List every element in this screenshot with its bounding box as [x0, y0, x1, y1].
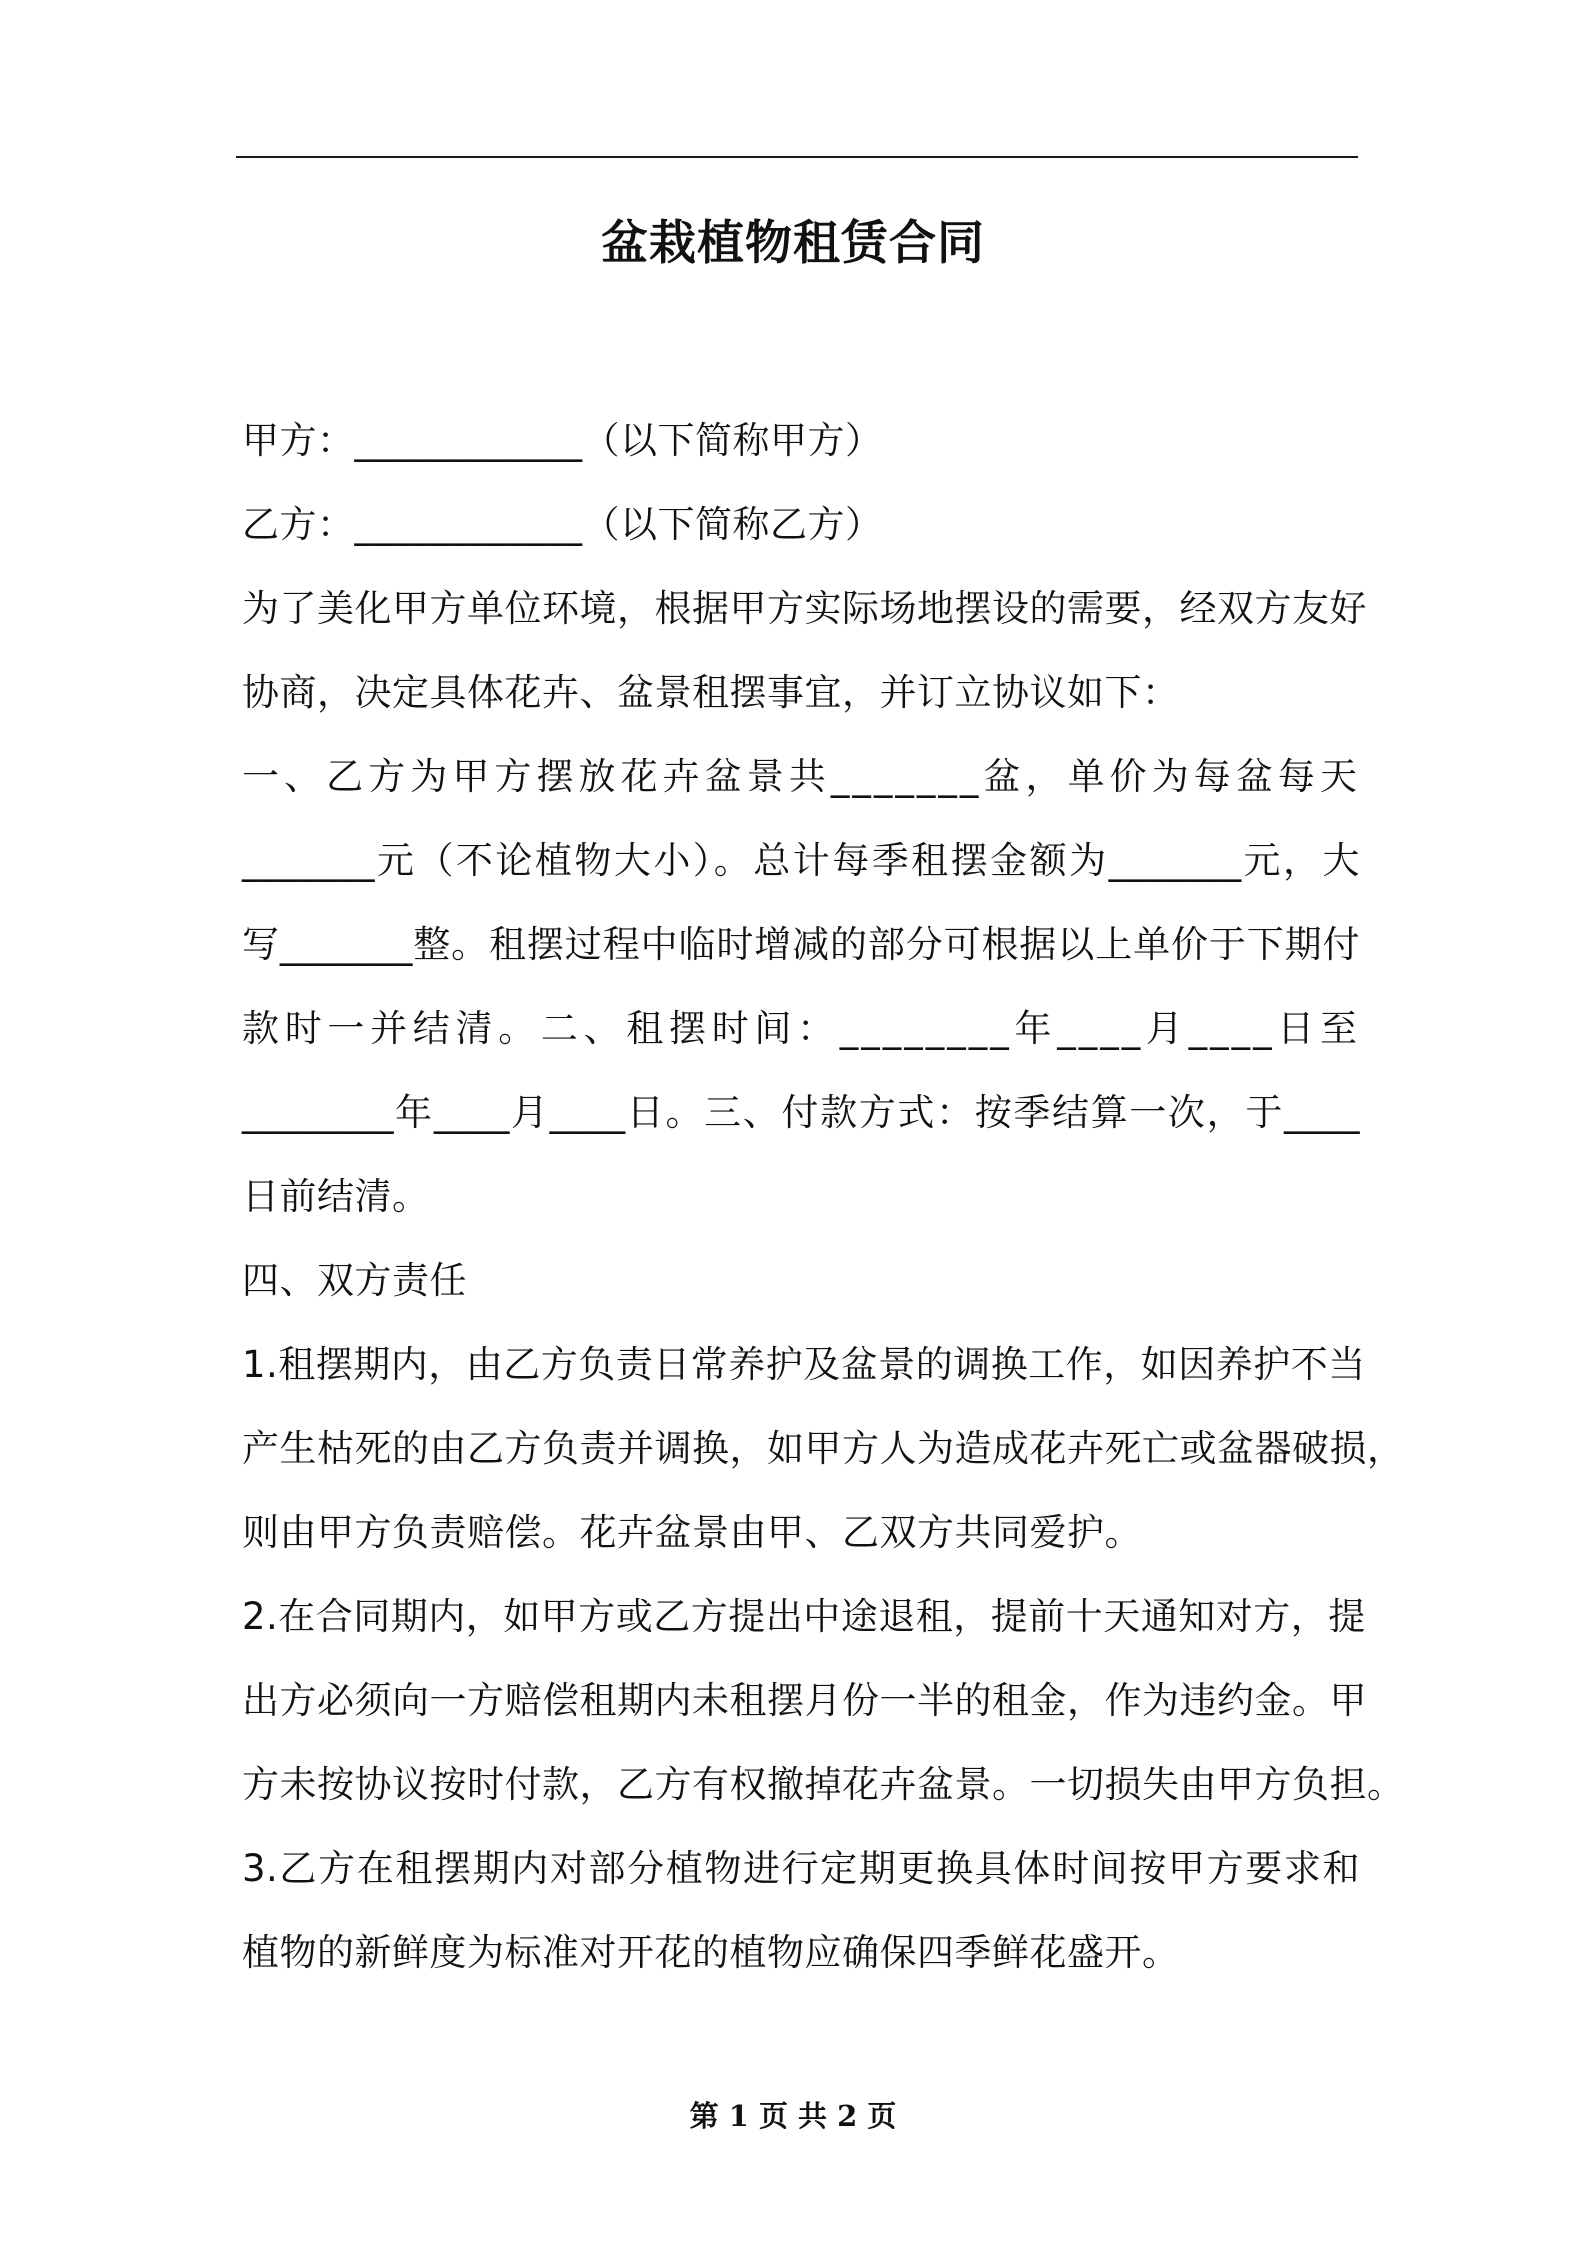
clause-line: 方未按协议按时付款，乙方有权撤掉花卉盆景。一切损失由甲方负担。 [242, 1763, 1405, 1806]
clause-line: 一、乙方为甲方摆放花卉盆景共_______盆，单价为每盆每天 [242, 755, 1360, 798]
clause-line: ________年____月____日。三、付款方式：按季结算一次，于____ [242, 1091, 1360, 1134]
header-rule [236, 156, 1358, 158]
section-heading: 四、双方责任 [242, 1259, 467, 1302]
clause-line: 3.乙方在租摆期内对部分植物进行定期更换具体时间按甲方要求和 [242, 1847, 1360, 1890]
clause-line: 产生枯死的由乙方负责并调换，如甲方人为造成花卉死亡或盆器破损， [242, 1427, 1405, 1470]
party-b-line: 乙方：____________（以下简称乙方） [242, 503, 883, 546]
page-number: 第 1 页 共 2 页 [689, 2099, 897, 2133]
party-a-line: 甲方：____________（以下简称甲方） [242, 419, 883, 462]
clause-line: 日前结清。 [242, 1175, 430, 1218]
paragraph-line: 协商，决定具体花卉、盆景租摆事宜，并订立协议如下： [242, 671, 1180, 714]
clause-line: _______元（不论植物大小）。总计每季租摆金额为_______元，大 [242, 839, 1360, 882]
clause-line: 写_______整。租摆过程中临时增减的部分可根据以上单价于下期付 [242, 923, 1360, 966]
paragraph-line: 为了美化甲方单位环境，根据甲方实际场地摆设的需要，经双方友好 [242, 587, 1367, 630]
clause-line: 款时一并结清。二、租摆时间：________年____月____日至 [242, 1007, 1360, 1050]
document-title: 盆栽植物租赁合同 [601, 216, 985, 271]
clause-line: 1.租摆期内，由乙方负责日常养护及盆景的调换工作，如因养护不当 [242, 1343, 1366, 1386]
clause-line: 则由甲方负责赔偿。花卉盆景由甲、乙双方共同爱护。 [242, 1511, 1142, 1554]
document-body [242, 399, 1405, 1995]
clause-line: 2.在合同期内，如甲方或乙方提出中途退租，提前十天通知对方，提 [242, 1595, 1366, 1638]
clause-line: 植物的新鲜度为标准对开花的植物应确保四季鲜花盛开。 [242, 1931, 1180, 1974]
clause-line: 出方必须向一方赔偿租期内未租摆月份一半的租金，作为违约金。甲 [242, 1679, 1367, 1722]
